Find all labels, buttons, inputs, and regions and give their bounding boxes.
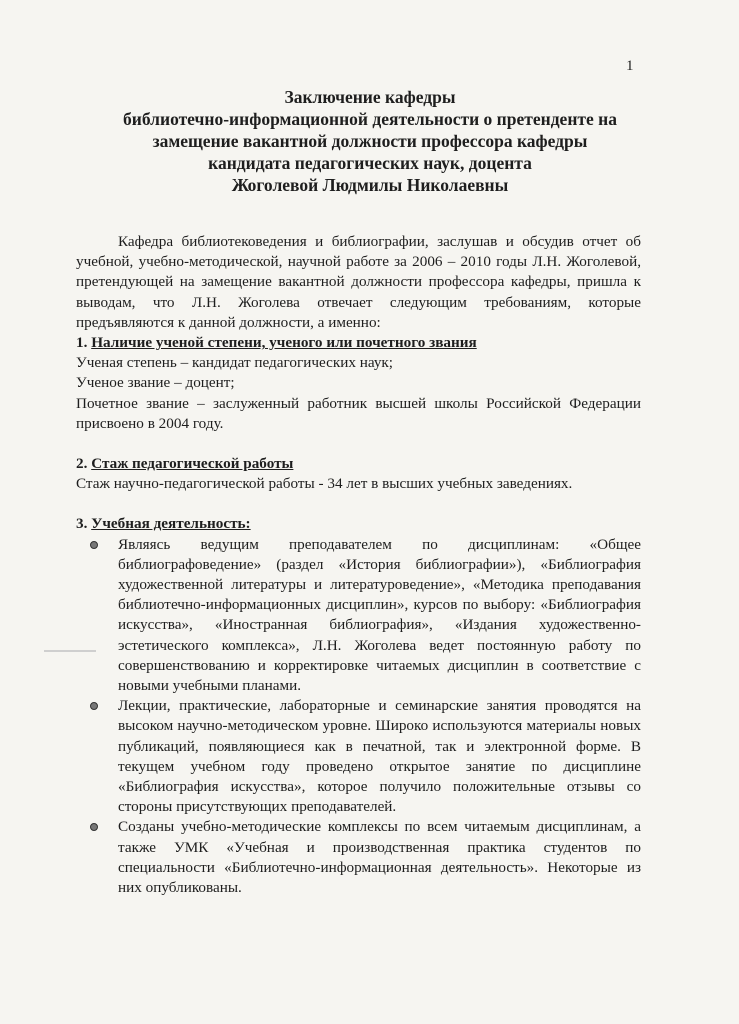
title-line: Заключение кафедры <box>284 87 456 107</box>
document-body <box>76 232 641 898</box>
section-1-heading <box>76 333 641 353</box>
intro-paragraph: Кафедра библиотековедения и библиографии, заслушав и обсудив отчет об учебной, учебно-методической, научной работе за 2006 – 2010 годы Л.Н. Жоголевой, претендующей на замещение вакантной должности профессора кафедры, пришла к выводам, что Л.Н. Жоголева отвечает следующим требованиям, которые предъявляются к данной должности, а именно: <box>76 233 641 331</box>
section-1-title: Наличие ученой степени, ученого или почетного звания <box>91 334 477 352</box>
section-3-number: 3. <box>76 515 92 533</box>
list-item: Созданы учебно-методические комплексы по всем читаемым дисциплинам, а также УМК «Учебная и производственная практика студентов по специальности «Библиотечно-информационная деятельность». Некоторые из них опубликованы. <box>118 817 641 898</box>
scan-artifact <box>44 650 96 652</box>
title-line: Жоголевой Людмилы Николаевны <box>231 175 509 195</box>
section-2-number: 2. <box>76 455 92 473</box>
section-2-title: Стаж педагогической работы <box>91 455 294 473</box>
list-item: Являясь ведущим преподавателем по дисциплинам: «Общее библиографоведение» (раздел «История библиографии»), «Библиография художественной литературы и литературоведение», «Методика преподавания библиотечно-информационных дисциплин», курсов по выбору: «Библиография искусства», «Иностранная библиография», «Издания художественно-эстетического комплекса», Л.Н. Жоголева ведет постоянную работу по совершенствованию и корректировке читаемых дисциплин в соответствие с новыми учебными планами. <box>118 535 641 697</box>
academic-degree: Ученая степень – кандидат педагогических наук; <box>76 354 394 372</box>
teaching-experience: Стаж научно-педагогической работы - 34 лет в высших учебных заведениях. <box>76 475 573 493</box>
academic-rank: Ученое звание – доцент; <box>76 374 235 392</box>
section-3-title: Учебная деятельность: <box>91 515 251 533</box>
title-line: замещение вакантной должности профессора кафедры <box>152 131 588 151</box>
title-line: кандидата педагогических наук, доцента <box>208 153 532 173</box>
document-title <box>60 86 680 196</box>
section-1-number: 1. <box>76 334 92 352</box>
teaching-activity-list <box>76 535 641 899</box>
list-item: Лекции, практические, лабораторные и семинарские занятия проводятся на высоком научно-методическом уровне. Широко используются материалы новых публикаций, появляющиеся как в печатной, так и электронной форме. В текущем учебном году проведено открытое занятие по дисциплине «Библиография искусства», которое получило положительные отзывы со стороны присутствующих преподавателей. <box>118 696 641 817</box>
title-line: библиотечно-информационной деятельности о претенденте на <box>123 109 617 129</box>
section-2-heading <box>76 454 641 474</box>
section-3-heading <box>76 514 641 534</box>
page-number: 1 <box>626 58 634 74</box>
honorary-title: Почетное звание – заслуженный работник высшей школы Российской Федерации присвоено в 2004 году. <box>76 394 641 432</box>
